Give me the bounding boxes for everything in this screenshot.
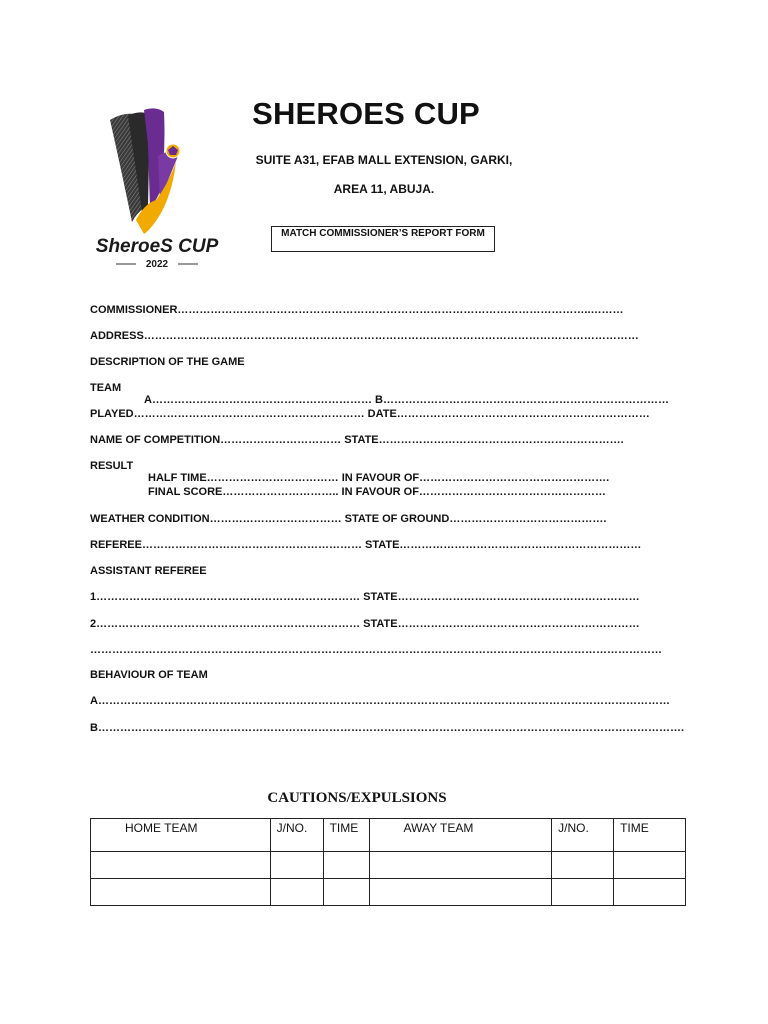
form-title-box: MATCH COMMISSIONER’S REPORT FORM	[271, 226, 495, 252]
team-field[interactable]	[90, 370, 669, 406]
competition-label: NAME OF COMPETITION…………………………… STATE………………………………………………………….	[90, 434, 624, 446]
table-cell[interactable]	[323, 879, 369, 906]
weather-field[interactable]	[90, 501, 607, 525]
column-away-jno: J/NO.	[552, 819, 614, 852]
table-cell[interactable]	[369, 879, 552, 906]
logo-year: 2022	[145, 259, 169, 270]
referee-label: REFEREE…………………………………………………… STATE…………………………………………………………	[90, 539, 642, 551]
table-row	[91, 879, 686, 906]
table-cell[interactable]	[614, 852, 686, 879]
played-label: PLAYED……………………………………………………… DATE……………………………………………………………	[90, 408, 650, 420]
behaviour-heading	[90, 657, 208, 681]
assistant-referee-1-field[interactable]	[90, 579, 640, 603]
table-cell[interactable]	[369, 852, 552, 879]
assistant-referee-2-field[interactable]	[90, 606, 640, 630]
column-home-team: HOME TEAM	[91, 819, 271, 852]
table-cell[interactable]	[91, 852, 271, 879]
team-label: TEAM	[90, 382, 122, 394]
referee-field[interactable]	[90, 527, 642, 551]
behaviour-a-label: A…………………………………………………………………………………………………………………………………………	[90, 695, 670, 707]
team-values: A…………………………………………………… B……………………………………………………………………	[144, 394, 669, 406]
column-home-jno: J/NO.	[270, 819, 323, 852]
address-line-2: AREA 11, ABUJA.	[333, 182, 435, 196]
behaviour-label: BEHAVIOUR OF TEAM	[90, 669, 208, 681]
table-cell[interactable]	[270, 879, 323, 906]
address-field[interactable]	[90, 318, 639, 342]
description-heading	[90, 344, 245, 368]
table-cell[interactable]	[552, 852, 614, 879]
assistant-referee-2-label: 2……………………………………………………………… STATE…………………………………………………………	[90, 618, 640, 630]
assistant-referee-3-field[interactable]	[90, 632, 662, 656]
assistant-referee-label: ASSISTANT REFEREE	[90, 565, 207, 577]
table-cell[interactable]	[323, 852, 369, 879]
cautions-table	[90, 818, 686, 906]
table-cell[interactable]	[614, 879, 686, 906]
address-label: ADDRESS………………………………………………………………………………………………………………………	[90, 330, 639, 342]
description-label: DESCRIPTION OF THE GAME	[90, 356, 245, 368]
half-time-label: HALF TIME……………………………… IN FAVOUR OF…………………………………………….	[148, 472, 610, 484]
weather-label: WEATHER CONDITION……………………………… STATE OF GROUND…………………………………….	[90, 513, 607, 525]
result-label: RESULT	[90, 460, 134, 472]
half-time-field[interactable]	[90, 448, 610, 484]
final-score-label: FINAL SCORE………………………….. IN FAVOUR OF……………………………………………	[148, 486, 606, 498]
table-header-row	[91, 819, 686, 852]
cautions-heading: CAUTIONS/EXPULSIONS	[267, 790, 447, 806]
page-title: SHEROES CUP	[252, 96, 480, 131]
commissioner-field[interactable]	[90, 292, 624, 316]
behaviour-b-field[interactable]	[90, 710, 684, 734]
behaviour-b-label: B…………………………………………………………………………………………………………………………………………….	[90, 722, 684, 734]
column-home-time: TIME	[323, 819, 369, 852]
behaviour-a-field[interactable]	[90, 683, 670, 707]
commissioner-label: COMMISSIONER…………………………………………………………………………………………………..………	[90, 304, 624, 316]
table-cell[interactable]	[552, 879, 614, 906]
address-line-1: SUITE A31, EFAB MALL EXTENSION, GARKI,	[255, 153, 513, 167]
column-away-team: AWAY TEAM	[369, 819, 552, 852]
table-cell[interactable]	[91, 879, 271, 906]
competition-field[interactable]	[90, 422, 624, 446]
column-away-time: TIME	[614, 819, 686, 852]
table-row	[91, 852, 686, 879]
assistant-referee-3-label: …………………………………………………………………………………………………………………………………………	[90, 644, 662, 656]
logo-text: SheroeS CUP	[95, 236, 219, 257]
assistant-referee-1-label: 1……………………………………………………………… STATE…………………………………………………………	[90, 591, 640, 603]
table-cell[interactable]	[270, 852, 323, 879]
assistant-referee-heading	[90, 553, 207, 577]
